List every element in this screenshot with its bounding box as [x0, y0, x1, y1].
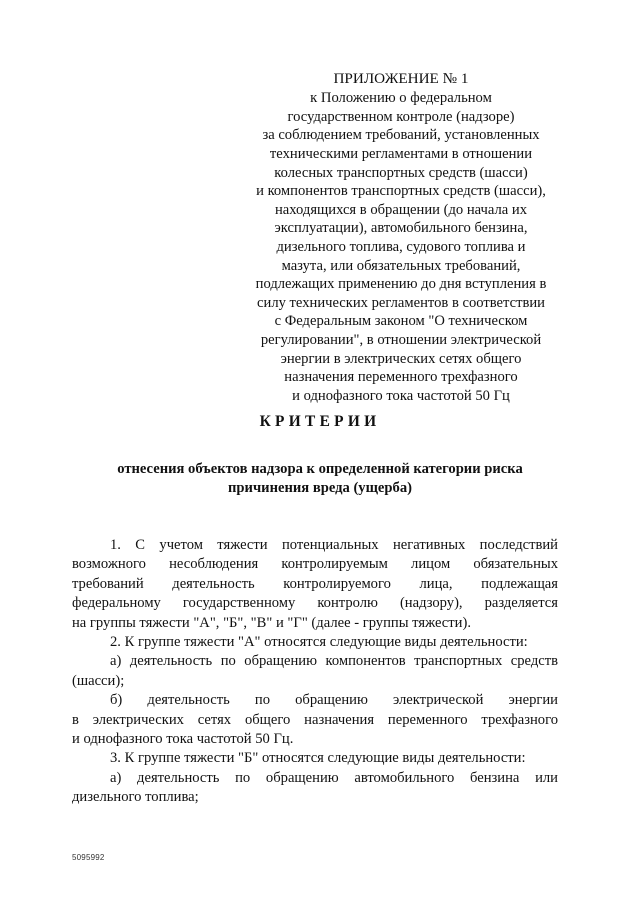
appendix-line: эксплуатации), автомобильного бензина, — [274, 220, 528, 237]
body-line: 1. С учетом тяжести потенциальных негативных последствий — [110, 537, 558, 553]
document-code: 5095992 — [72, 853, 105, 862]
appendix-header — [238, 70, 564, 405]
appendix-line: за соблюдением требований, установленных — [262, 127, 540, 144]
body-line: федеральному государственному контролю (надзору), разделяется — [72, 595, 558, 612]
appendix-line: и однофазного тока частотой 50 Гц — [292, 387, 510, 404]
body-line: а) деятельность по обращению автомобильного бензина или — [110, 769, 558, 786]
document-title: КРИТЕРИИ — [259, 413, 381, 430]
appendix-title: ПРИЛОЖЕНИЕ № 1 — [333, 70, 469, 87]
appendix-line: техническими регламентами в отношении — [269, 145, 533, 162]
appendix-line: энергии в электрических сетях общего — [280, 350, 522, 367]
body-line: (шасси); — [72, 672, 125, 689]
body-line: и однофазного тока частотой 50 Гц. — [72, 730, 294, 747]
body-line: дизельного топлива; — [72, 789, 199, 806]
body-line: а) деятельность по обращению компонентов транспортных средств — [110, 653, 558, 670]
appendix-line: силу технических регламентов в соответствии — [257, 294, 545, 311]
appendix-line: к Положению о федеральном — [310, 90, 492, 107]
appendix-line: назначения переменного трехфазного — [284, 369, 518, 386]
appendix-line: находящихся в обращении (до начала их — [274, 201, 528, 218]
body-line: в электрических сетях общего назначения переменного трехфазного — [72, 711, 558, 728]
appendix-line: подлежащих применению до дня вступления в — [255, 276, 547, 293]
body-line: б) деятельность по обращению электрической энергии — [110, 692, 558, 709]
appendix-line: регулировании", в отношении электрической — [260, 331, 542, 348]
subtitle-line: отнесения объектов надзора к определенной категории риска — [117, 461, 523, 477]
document-subtitle — [72, 460, 568, 498]
subtitle-line: причинения вреда (ущерба) — [228, 480, 412, 496]
appendix-line: мазута, или обязательных требований, — [281, 257, 521, 274]
body-line: возможного несоблюдения контролируемым лицом обязательных — [72, 556, 558, 573]
appendix-line: с Федеральным законом "О техническом — [274, 313, 528, 330]
appendix-line: дизельного топлива, судового топлива и — [276, 238, 526, 255]
document-body — [72, 536, 558, 807]
body-line: требований деятельность контролируемого лица, подлежащая — [72, 575, 558, 592]
body-line: 2. К группе тяжести "А" относятся следующие виды деятельности: — [110, 633, 528, 650]
appendix-line: и компонентов транспортных средств (шасси), — [256, 183, 546, 200]
body-line: на группы тяжести "А", "Б", "В" и "Г" (далее - группы тяжести). — [72, 614, 471, 631]
body-line: 3. К группе тяжести "Б" относятся следующие виды деятельности: — [110, 750, 526, 767]
appendix-line: колесных транспортных средств (шасси) — [274, 164, 528, 181]
appendix-line: государственном контроле (надзоре) — [287, 108, 515, 125]
